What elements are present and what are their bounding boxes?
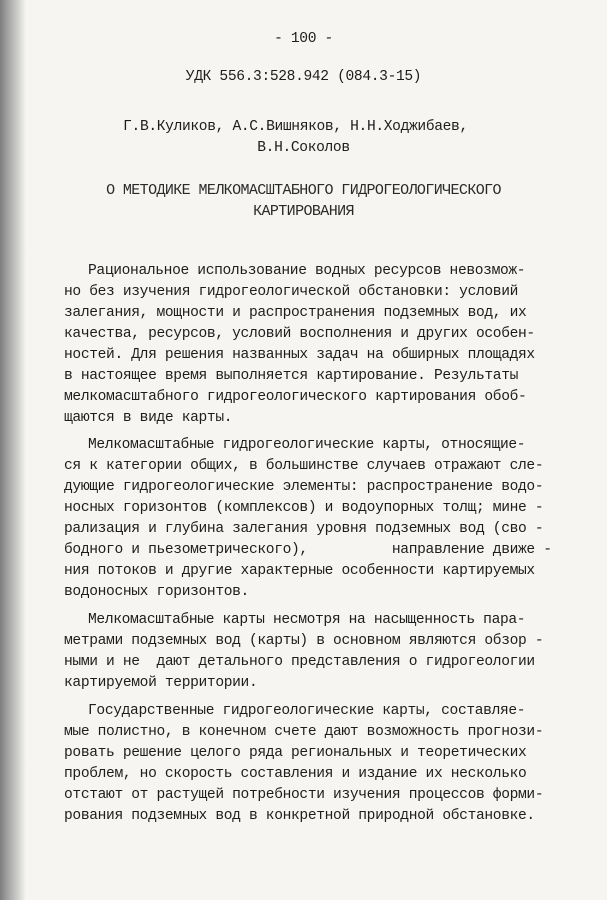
paragraph-1-line-4: качества, ресурсов, условий восполнения и других особен- (64, 326, 535, 342)
authors-line-2: В.Н.Соколов (257, 140, 350, 156)
paragraph-1-line-8: щаются в виде карты. (64, 410, 233, 426)
paragraph-2-line-4: носных горизонтов (комплексов) и водоупорных толщ; мине - (64, 500, 544, 516)
paragraph-4-line-6: рования подземных вод в конкретной природной обстановке. (64, 808, 535, 824)
paragraph-2-line-2: ся к категории общих, в большинстве случаев отражают сле- (64, 458, 544, 474)
paragraph-2-line-5: рализация и глубина залегания уровня подземных вод (сво - (64, 521, 544, 537)
paragraph-4-line-2: мые полистно, в конечном счете дают возможность прогнози- (64, 724, 544, 740)
paragraph-1-line-7: мелкомасштабного гидрогеологического картирования обоб- (64, 389, 527, 405)
article-title-line-1: О МЕТОДИКЕ МЕЛКОМАСШТАБНОГО ГИДРОГЕОЛОГИЧЕСКОГО (106, 182, 501, 199)
authors-line-1: Г.В.Куликов, А.С.Вишняков, Н.Н.Ходжибаев, (123, 119, 468, 135)
paragraph-3-line-4: картируемой территории. (64, 675, 258, 691)
paragraph-3-line-2: метрами подземных вод (карты) в основном являются обзор - (64, 633, 544, 649)
paragraph-2-line-3: дующие гидрогеологические элементы: распространение водо- (64, 479, 544, 495)
paragraph-1-line-6: в настоящее время выполняется картирование. Результаты (64, 368, 519, 384)
page-number: - 100 - (274, 31, 333, 47)
paragraph-1-line-2: но без изучения гидрогеологической обстановки: условий (64, 284, 519, 300)
paragraph-3-line-3: ными и не дают детального представления о гидрогеологии (64, 654, 535, 670)
paragraph-4-line-1: Государственные гидрогеологические карты, составляе- (88, 703, 526, 719)
article-title-line-2: КАРТИРОВАНИЯ (253, 203, 354, 220)
paragraph-1-line-1: Рациональное использование водных ресурсов невозмож- (88, 263, 526, 279)
paragraph-2-line-7: ния потоков и другие характерные особенности картируемых (64, 563, 535, 579)
paragraph-3-line-1: Мелкомасштабные карты несмотря на насыщенность пара- (88, 612, 526, 628)
paragraph-2-line-6: бодного и пьезометрического), направление движе - (64, 542, 552, 558)
paragraph-2-line-1: Мелкомасштабные гидрогеологические карты, относящие- (88, 437, 526, 453)
paragraph-1-line-5: ностей. Для решения названных задач на обширных площадях (64, 347, 535, 363)
paragraph-4-line-3: ровать решение целого ряда региональных и теоретических (64, 745, 527, 761)
paragraph-4-line-5: отстают от растущей потребности изучения процессов форми- (64, 787, 544, 803)
paragraph-1-line-3: залегания, мощности и распространения подземных вод, их (64, 305, 527, 321)
paragraph-2-line-8: водоносных горизонтов. (64, 584, 249, 600)
paragraph-4-line-4: проблем, но скорость составления и издание их несколько (64, 766, 527, 782)
udc-code: УДК 556.3:528.942 (084.3-15) (185, 69, 422, 85)
